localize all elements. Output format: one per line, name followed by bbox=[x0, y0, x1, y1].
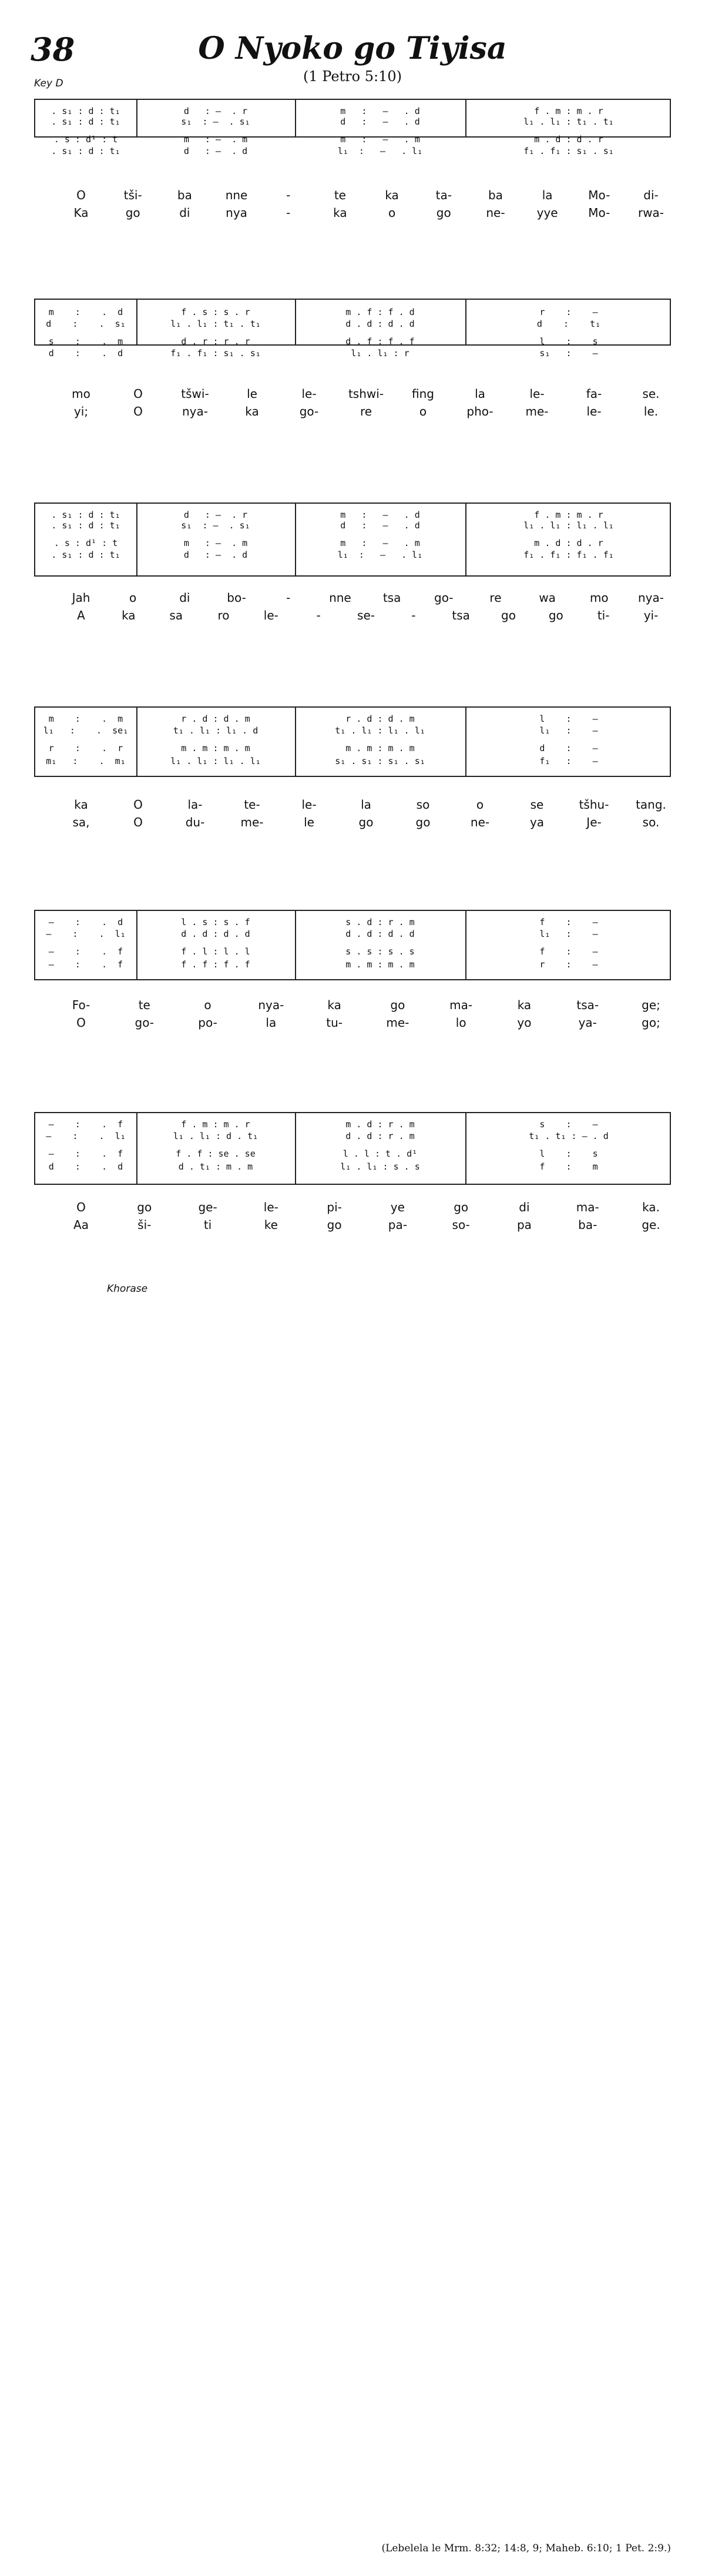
lyric-syllable: wa bbox=[539, 591, 556, 605]
measure-notes: t₁ . l₁ : l₁ . l₁ bbox=[335, 725, 425, 736]
measure-notes: . s₁ : d : t₁ bbox=[51, 146, 120, 156]
measure-notes: — : . f bbox=[48, 946, 123, 957]
lyric-syllable: o bbox=[419, 404, 427, 418]
voice-row bbox=[35, 317, 672, 330]
staff-box bbox=[34, 910, 671, 980]
measure-notes: d : – . r bbox=[183, 106, 248, 116]
lyric-syllable: le- bbox=[263, 1200, 278, 1214]
lyric-syllable: nne bbox=[329, 591, 351, 605]
measure-notes: m : – . m bbox=[183, 134, 248, 145]
measure-notes: f . m : m . r bbox=[534, 510, 603, 520]
lyric-syllable: pa bbox=[516, 1218, 532, 1232]
lyric-syllable: te bbox=[138, 998, 150, 1012]
lyric-line bbox=[34, 387, 671, 403]
lyric-syllable: go bbox=[415, 815, 431, 829]
lyric-syllable: yo bbox=[517, 1016, 532, 1030]
measure-notes: — : . f bbox=[48, 1119, 123, 1130]
staff-box bbox=[34, 1112, 671, 1185]
voice-row bbox=[35, 742, 672, 755]
measure-notes: s₁ : — bbox=[539, 348, 598, 359]
measure-notes: r : — bbox=[539, 959, 598, 970]
lyric-syllable: ti bbox=[203, 1218, 212, 1232]
lyric-syllable: go bbox=[501, 608, 516, 622]
lyric-syllable: o bbox=[388, 206, 396, 220]
lyric-line bbox=[34, 815, 671, 832]
lyric-syllable: nya- bbox=[182, 404, 208, 418]
lyric-syllable: se bbox=[530, 798, 544, 812]
measure-notes: f₁ . f₁ : f₁ . f₁ bbox=[523, 550, 614, 560]
lyric-syllable: te- bbox=[244, 798, 260, 812]
lyric-syllable: ka bbox=[122, 608, 136, 622]
lyric-syllable: tang. bbox=[636, 798, 666, 812]
measure-notes: d : – . d bbox=[340, 520, 420, 531]
lyric-syllable: - bbox=[411, 608, 416, 622]
lyric-syllable: se. bbox=[642, 387, 660, 401]
music-system bbox=[34, 299, 671, 428]
measure-notes: . s₁ : d : t₁ bbox=[51, 116, 120, 127]
lyric-syllable: mo bbox=[589, 591, 609, 605]
voice-row bbox=[35, 519, 672, 532]
measure-notes: d : — bbox=[539, 743, 598, 753]
lyric-syllable: la bbox=[475, 387, 485, 401]
measure-notes: f . m : m . r bbox=[181, 1119, 250, 1130]
lyric-syllable: ka bbox=[74, 798, 88, 812]
lyric-syllable: sa bbox=[169, 608, 183, 622]
lyric-syllable: pi- bbox=[327, 1200, 342, 1214]
lyric-syllable: O bbox=[76, 188, 86, 202]
lyric-syllable: la bbox=[266, 1016, 277, 1030]
measure-notes: r : — bbox=[539, 307, 598, 317]
lyric-syllable: se- bbox=[357, 608, 375, 622]
voice-row bbox=[35, 145, 672, 158]
lyric-syllable: go bbox=[454, 1200, 469, 1214]
music-system bbox=[34, 99, 671, 229]
measure-notes: l₁ : . se₁ bbox=[43, 725, 129, 736]
measure-notes: f . m : m . r bbox=[534, 106, 603, 116]
lyric-syllable: le bbox=[247, 387, 257, 401]
key-signature: Key D bbox=[34, 78, 63, 89]
lyric-syllable: re bbox=[360, 404, 372, 418]
measure-notes: d : – . d bbox=[340, 116, 420, 127]
voice-row bbox=[35, 1118, 672, 1131]
lyric-syllable: go bbox=[125, 206, 140, 220]
lyric-line bbox=[34, 188, 671, 205]
lyric-syllable: nya- bbox=[258, 998, 284, 1012]
lyric-syllable: fa- bbox=[586, 387, 602, 401]
lyric-syllable: ba bbox=[488, 188, 503, 202]
lyric-syllable: ma- bbox=[449, 998, 473, 1012]
lyric-line bbox=[34, 591, 671, 607]
voice-row bbox=[35, 548, 672, 561]
lyric-syllable: le- bbox=[263, 608, 278, 622]
lyric-syllable: Jah bbox=[72, 591, 90, 605]
lyric-syllable: ne- bbox=[486, 206, 505, 220]
measure-notes: . s₁ : d : t₁ bbox=[51, 510, 120, 520]
measure-notes: d . r : r . r bbox=[181, 336, 250, 347]
lyric-syllable: ka. bbox=[642, 1200, 660, 1214]
voice-row bbox=[35, 755, 672, 768]
measure-notes: f . f : se . se bbox=[176, 1148, 256, 1159]
measure-notes: . s₁ : d : t₁ bbox=[51, 520, 120, 531]
lyric-syllable: go- bbox=[299, 404, 319, 418]
voice-row bbox=[35, 1130, 672, 1143]
lyric-syllable: ma- bbox=[576, 1200, 599, 1214]
lyric-syllable: rwa- bbox=[637, 206, 664, 220]
lyric-syllable: O bbox=[76, 1200, 86, 1214]
measure-notes: f₁ . f₁ : s₁ . s₁ bbox=[523, 146, 614, 156]
lyric-syllable: la bbox=[361, 798, 371, 812]
measure-notes: f : — bbox=[539, 917, 598, 927]
measure-notes: l₁ . l₁ : t₁ . t₁ bbox=[523, 116, 614, 127]
measure-notes: l₁ . l₁ : l₁ . l₁ bbox=[170, 756, 261, 766]
measure-notes: r . d : d . m bbox=[345, 713, 415, 724]
lyric-syllable: go; bbox=[642, 1016, 660, 1030]
measure-notes: m . m : m . m bbox=[181, 743, 250, 753]
measure-notes: s₁ : – . s₁ bbox=[181, 116, 250, 127]
lyric-syllable: ka bbox=[385, 188, 399, 202]
lyric-syllable: go bbox=[137, 1200, 152, 1214]
lyric-syllable: ge; bbox=[642, 998, 660, 1012]
lyric-syllable: di bbox=[179, 591, 190, 605]
lyric-syllable: nya- bbox=[638, 591, 664, 605]
hymn-number: 38 bbox=[31, 31, 75, 68]
measure-notes: — : . l₁ bbox=[46, 1131, 126, 1141]
lyric-line bbox=[34, 1016, 671, 1032]
lyric-line bbox=[34, 798, 671, 814]
lyric-line bbox=[34, 608, 671, 625]
measure-notes: — : . f bbox=[48, 1148, 123, 1159]
measure-notes: d : . d bbox=[48, 348, 123, 359]
voice-row bbox=[35, 1147, 672, 1160]
lyric-syllable: le bbox=[304, 815, 314, 829]
lyric-syllable: ye bbox=[390, 1200, 405, 1214]
voice-row bbox=[35, 916, 672, 929]
measure-notes: l₁ : – . l₁ bbox=[337, 146, 423, 156]
measure-notes: . s₁ : d : t₁ bbox=[51, 550, 120, 560]
lyric-syllable: Je- bbox=[586, 815, 602, 829]
lyric-syllable: O bbox=[133, 798, 143, 812]
lyric-syllable: me- bbox=[386, 1016, 409, 1030]
measure-notes: m : – . d bbox=[340, 510, 420, 520]
lyric-syllable: Mo- bbox=[588, 188, 610, 202]
lyric-syllable: tsa bbox=[382, 591, 401, 605]
measure-notes: m : – . m bbox=[183, 538, 248, 548]
lyric-syllable: so. bbox=[642, 815, 660, 829]
voice-row bbox=[35, 958, 672, 971]
lyric-syllable: ti- bbox=[597, 608, 610, 622]
measure-notes: m : . d bbox=[48, 307, 123, 317]
measure-notes: m . m : m . m bbox=[345, 743, 415, 753]
lyric-syllable: yi- bbox=[643, 608, 659, 622]
lyric-syllable: yye bbox=[536, 206, 558, 220]
lyric-syllable: ka bbox=[327, 998, 341, 1012]
lyric-syllable: me- bbox=[240, 815, 264, 829]
lyric-syllable: bo- bbox=[227, 591, 246, 605]
measure-notes: m : – . m bbox=[340, 538, 420, 548]
lyric-syllable: go- bbox=[434, 591, 454, 605]
measure-notes: s : — bbox=[539, 1119, 598, 1130]
lyric-syllable: fing bbox=[412, 387, 434, 401]
lyric-syllable: O bbox=[133, 387, 143, 401]
measure-notes: d : . d bbox=[48, 1161, 123, 1172]
measure-notes: . s₁ : d : t₁ bbox=[51, 106, 120, 116]
lyric-syllable: so bbox=[416, 798, 430, 812]
lyric-syllable: du- bbox=[185, 815, 205, 829]
lyric-syllable: - bbox=[286, 188, 291, 202]
measure-notes: l₁ : — bbox=[539, 929, 598, 939]
lyric-syllable: go bbox=[327, 1218, 342, 1232]
lyric-syllable: - bbox=[286, 591, 291, 605]
lyric-syllable: A bbox=[77, 608, 85, 622]
lyric-syllable: pa- bbox=[388, 1218, 407, 1232]
measure-notes: l₁ . l₁ : d . t₁ bbox=[173, 1131, 258, 1141]
measure-notes: f₁ : — bbox=[539, 756, 598, 766]
lyric-line bbox=[34, 1218, 671, 1234]
lyric-syllable: la- bbox=[187, 798, 203, 812]
measure-notes: d : . s₁ bbox=[46, 319, 126, 329]
lyric-syllable: tsa- bbox=[576, 998, 599, 1012]
lyric-syllable: di- bbox=[643, 188, 659, 202]
measure-notes: m₁ : . m₁ bbox=[46, 756, 126, 766]
lyric-line bbox=[34, 1200, 671, 1217]
lyric-syllable: tši- bbox=[123, 188, 142, 202]
voice-row bbox=[35, 306, 672, 319]
measure-notes: l₁ : — bbox=[539, 725, 598, 736]
measure-notes: — : . d bbox=[48, 917, 123, 927]
measure-notes: d . d : d . d bbox=[345, 929, 415, 939]
lyric-syllable: te bbox=[334, 188, 346, 202]
measure-notes: d . d : r . m bbox=[345, 1131, 415, 1141]
voice-row bbox=[35, 724, 672, 737]
lyric-syllable: ka bbox=[517, 998, 532, 1012]
measure-notes: d : t₁ bbox=[536, 319, 601, 329]
lyric-line bbox=[34, 404, 671, 421]
measure-notes: — : . f bbox=[48, 959, 123, 970]
lyric-syllable: po- bbox=[198, 1016, 217, 1030]
measure-notes: m : . m bbox=[48, 713, 123, 724]
measure-notes: m . f : f . d bbox=[345, 307, 415, 317]
music-system bbox=[34, 1112, 671, 1241]
lyric-syllable: ge- bbox=[198, 1200, 217, 1214]
lyric-syllable: me- bbox=[525, 404, 549, 418]
measure-notes: m : – . d bbox=[340, 106, 420, 116]
lyric-syllable: re bbox=[489, 591, 502, 605]
measure-notes: d . d : d . d bbox=[345, 319, 415, 329]
lyric-syllable: la bbox=[542, 188, 553, 202]
lyric-syllable: ba bbox=[177, 188, 192, 202]
music-system bbox=[34, 706, 671, 839]
lyric-syllable: go- bbox=[135, 1016, 155, 1030]
measure-notes: f . f : f . f bbox=[181, 959, 250, 970]
music-system bbox=[34, 503, 671, 632]
lyric-syllable: nya bbox=[226, 206, 247, 220]
measure-notes: s₁ : – . s₁ bbox=[181, 520, 250, 531]
voice-row bbox=[35, 115, 672, 128]
lyric-syllable: so- bbox=[452, 1218, 470, 1232]
measure-notes: m : – . m bbox=[340, 134, 420, 145]
hymn-title: O Nyoko go Tiyisa bbox=[198, 31, 507, 66]
measure-notes: l₁ : – . l₁ bbox=[337, 550, 423, 560]
lyric-syllable: tsa bbox=[452, 608, 470, 622]
measure-notes: l : — bbox=[539, 713, 598, 724]
lyric-syllable: ka bbox=[245, 404, 259, 418]
lyric-syllable: go bbox=[436, 206, 451, 220]
measure-notes: m . d : d . r bbox=[534, 538, 603, 548]
lyric-syllable: ke bbox=[264, 1218, 278, 1232]
voice-row bbox=[35, 347, 672, 360]
lyric-syllable: Mo- bbox=[588, 206, 610, 220]
lyric-syllable: le- bbox=[301, 798, 317, 812]
voice-row bbox=[35, 537, 672, 550]
measure-notes: d : – . d bbox=[183, 550, 248, 560]
voice-row bbox=[35, 712, 672, 725]
lyric-syllable: ge. bbox=[642, 1218, 660, 1232]
lyric-syllable: mo bbox=[72, 387, 90, 401]
lyric-syllable: nne bbox=[225, 188, 248, 202]
lyric-syllable: yi; bbox=[73, 404, 89, 418]
lyric-syllable: le- bbox=[529, 387, 545, 401]
lyric-syllable: Ka bbox=[73, 206, 89, 220]
lyric-syllable: o bbox=[129, 591, 137, 605]
measure-notes: s . d : r . m bbox=[345, 917, 415, 927]
lyric-syllable: ne- bbox=[470, 815, 490, 829]
lyric-syllable: ro bbox=[217, 608, 230, 622]
lyric-syllable: O bbox=[133, 815, 143, 829]
voice-row bbox=[35, 133, 672, 146]
measure-notes: d . d : d . d bbox=[181, 929, 250, 939]
measure-notes: . s : d¹ : t bbox=[53, 538, 118, 548]
measure-notes: s . s : s . s bbox=[345, 946, 415, 957]
measure-notes: m . m : m . m bbox=[345, 959, 415, 970]
lyric-syllable: Fo- bbox=[72, 998, 90, 1012]
measure-notes: l₁ . l₁ : s . s bbox=[340, 1161, 420, 1172]
lyric-syllable: - bbox=[316, 608, 321, 622]
lyric-syllable: go bbox=[358, 815, 374, 829]
measure-notes: r : . r bbox=[48, 743, 123, 753]
measure-notes: d . f : f . f bbox=[345, 336, 415, 347]
lyric-syllable: ya bbox=[529, 815, 545, 829]
measure-notes: f . l : l . l bbox=[181, 946, 250, 957]
lyric-syllable: O bbox=[133, 404, 143, 418]
lyric-syllable: pho- bbox=[466, 404, 494, 418]
measure-notes: t₁ . t₁ : – . d bbox=[529, 1131, 609, 1141]
measure-notes: d : – . d bbox=[183, 146, 248, 156]
measure-notes: — : . l₁ bbox=[46, 929, 126, 939]
lyric-syllable: lo bbox=[455, 1016, 466, 1030]
measure-notes: l . l : t . d¹ bbox=[343, 1148, 418, 1159]
scripture-reference: (1 Petro 5:10) bbox=[303, 68, 402, 85]
lyric-line bbox=[34, 206, 671, 222]
lyric-syllable: di bbox=[179, 206, 190, 220]
staff-box bbox=[34, 299, 671, 359]
lyric-syllable: le- bbox=[301, 387, 317, 401]
measure-notes: l₁ . l₁ : t₁ . t₁ bbox=[170, 319, 261, 329]
lyric-syllable: di bbox=[519, 1200, 530, 1214]
measure-notes: d . t₁ : m . m bbox=[178, 1161, 253, 1172]
lyric-syllable: tshwi- bbox=[348, 387, 384, 401]
measure-notes: s : . m bbox=[48, 336, 123, 347]
lyric-syllable: tu- bbox=[326, 1016, 343, 1030]
measure-notes: d : – . r bbox=[183, 510, 248, 520]
measure-notes: . s : d¹ : t bbox=[53, 134, 118, 145]
lyric-syllable: o bbox=[476, 798, 484, 812]
voice-row bbox=[35, 927, 672, 940]
lyric-syllable: ši- bbox=[137, 1218, 152, 1232]
measure-notes: l₁ . l₁ : r bbox=[351, 348, 409, 359]
measure-notes: s₁ . s₁ : s₁ . s₁ bbox=[335, 756, 425, 766]
lyric-syllable: go bbox=[548, 608, 563, 622]
measure-notes: f : — bbox=[539, 946, 598, 957]
lyric-syllable: ta- bbox=[435, 188, 452, 202]
staff-box bbox=[34, 503, 671, 577]
lyric-syllable: ba- bbox=[578, 1218, 597, 1232]
voice-row bbox=[35, 1160, 672, 1173]
staff-box bbox=[34, 99, 671, 156]
lyric-syllable: tšwi- bbox=[181, 387, 209, 401]
voice-row bbox=[35, 335, 672, 348]
music-system bbox=[34, 910, 671, 1039]
measure-notes: f . s : s . r bbox=[181, 307, 250, 317]
lyric-syllable: ya- bbox=[578, 1016, 597, 1030]
chorus-label: Khorase bbox=[107, 1283, 148, 1295]
staff-box bbox=[34, 706, 671, 777]
measure-notes: l . s : s . f bbox=[181, 917, 250, 927]
measure-notes: f : m bbox=[539, 1161, 598, 1172]
lyric-line bbox=[34, 998, 671, 1014]
lyric-syllable: Aa bbox=[73, 1218, 89, 1232]
lyric-syllable: le- bbox=[586, 404, 602, 418]
lyric-syllable: ka bbox=[333, 206, 347, 220]
lyric-syllable: o bbox=[204, 998, 212, 1012]
lyric-syllable: sa, bbox=[72, 815, 90, 829]
measure-notes: l : s bbox=[539, 336, 598, 347]
measure-notes: m . d : r . m bbox=[345, 1119, 415, 1130]
lyric-syllable: O bbox=[76, 1016, 86, 1030]
measure-notes: l : s bbox=[539, 1148, 598, 1159]
measure-notes: l₁ . l₁ : l₁ . l₁ bbox=[523, 520, 614, 531]
footer-references: (Lebelela le Mrm. 8:32; 14:8, 9; Maheb. 6:10; 1 Pet. 2:9.) bbox=[381, 2542, 671, 2554]
measure-notes: f₁ . f₁ : s₁ . s₁ bbox=[170, 348, 261, 359]
lyric-syllable: le. bbox=[643, 404, 659, 418]
measure-notes: m . d : d . r bbox=[534, 134, 603, 145]
lyric-syllable: go bbox=[390, 998, 405, 1012]
lyric-syllable: tšhu- bbox=[579, 798, 609, 812]
measure-notes: t₁ . l₁ : l₁ . d bbox=[173, 725, 258, 736]
voice-row bbox=[35, 945, 672, 958]
measure-notes: r . d : d . m bbox=[181, 713, 250, 724]
lyric-syllable: - bbox=[286, 206, 291, 220]
